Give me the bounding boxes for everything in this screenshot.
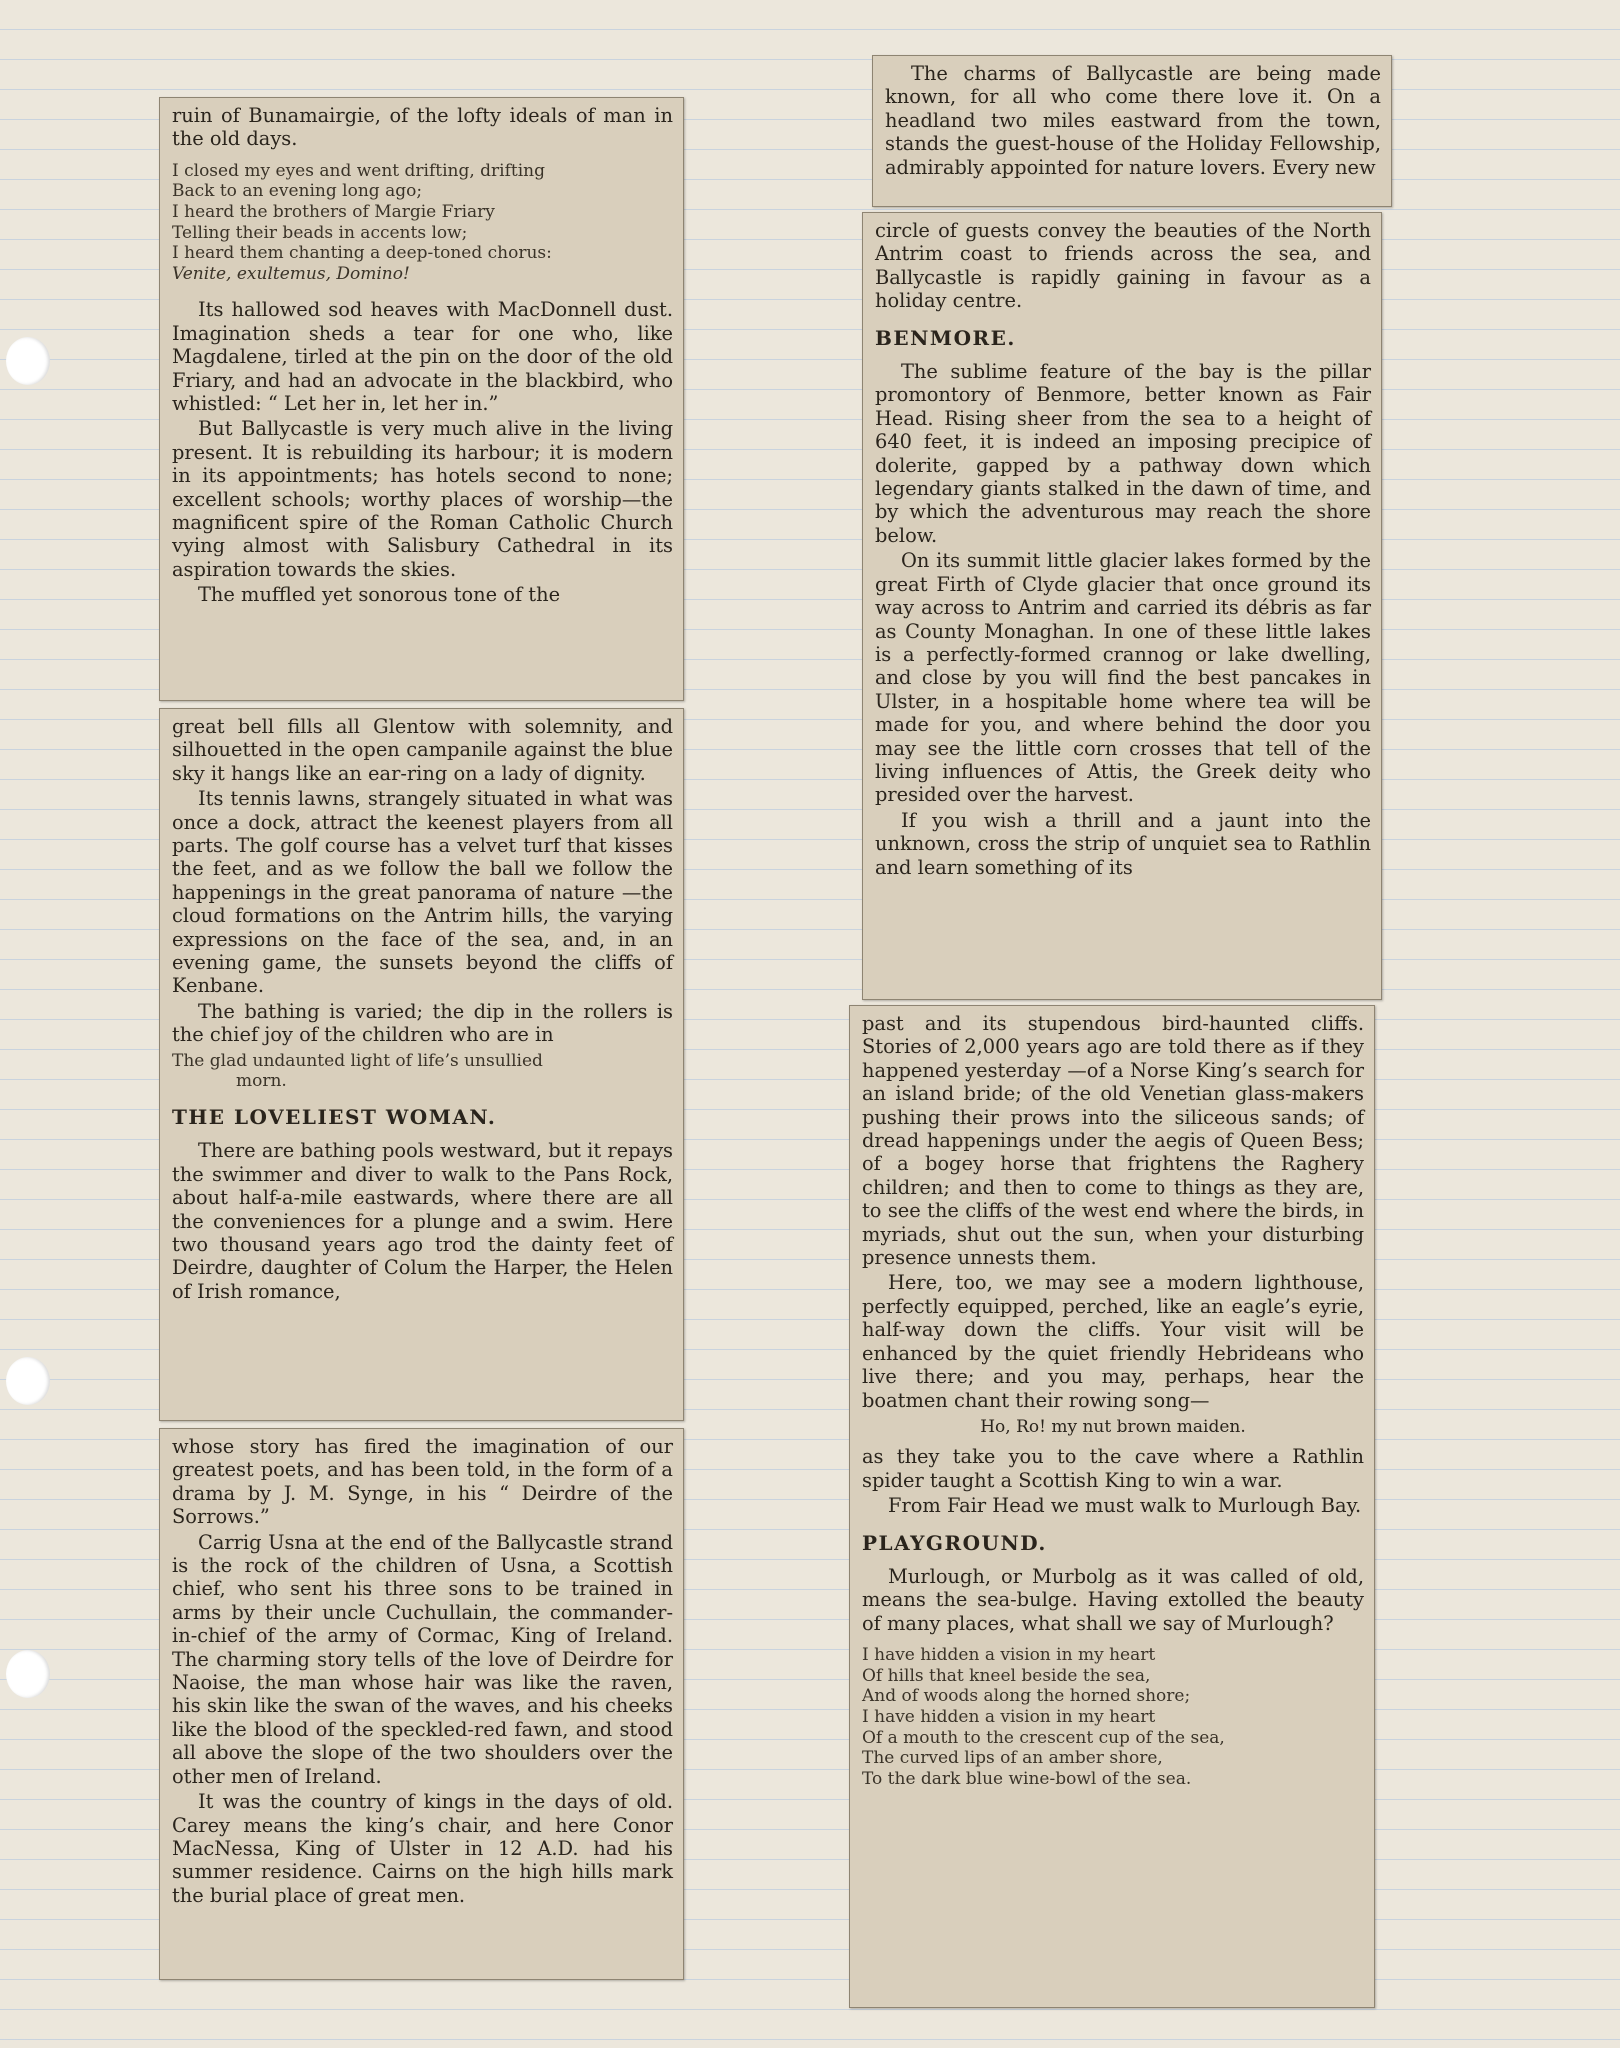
paragraph: great bell fills all Glentow with solemnity, and silhouetted in the open campanile against the blue sky it hangs like an ear-ring on a lady of dignity. bbox=[172, 715, 673, 785]
paragraph: From Fair Head we must walk to Murlough Bay. bbox=[888, 1494, 1362, 1518]
verse-line: I closed my eyes and went drifting, drifting bbox=[172, 160, 546, 181]
paragraph: Its hallowed sod heaves with MacDonnell dust. Imagination sheds a tear for one who, like Magdalene, tirled at the pin on the door of the old Friary, and had an advocate in the blackbird, who whistled: “ Let her in, let her in.” bbox=[172, 298, 673, 415]
clipping-left-middle bbox=[159, 708, 684, 1421]
poem-vision bbox=[862, 1645, 1364, 1789]
poem-line bbox=[172, 1051, 673, 1092]
paragraph: If you wish a thrill and a jaunt into the unknown, cross the strip of unquiet sea to Rathlin and learn something of its bbox=[875, 808, 1371, 879]
verse-line: And of woods along the horned shore; bbox=[862, 1686, 1191, 1707]
paragraph: as they take you to the cave where a Rathlin spider taught a Scottish King to win a war. bbox=[862, 1445, 1364, 1492]
verse-line: I heard the brothers of Margie Friary bbox=[172, 202, 495, 222]
paragraph: It was the country of kings in the days of old. Carey means the king’s chair, and here Conor MacNessa, King of Ulster in 12 A.D. had his summer residence. Cairns on the high hills mark the burial place of great men. bbox=[172, 1790, 673, 1907]
clipping-left-top bbox=[159, 97, 684, 701]
verse-line: Of a mouth to the crescent cup of the sea, bbox=[862, 1727, 1225, 1748]
verse-line: The glad undaunted light of life’s unsullied bbox=[172, 1050, 543, 1071]
paragraph: The bathing is varied; the dip in the rollers is the chief joy of the children who are in bbox=[172, 999, 673, 1047]
verse-line: To the dark blue wine-bowl of the sea. bbox=[862, 1768, 1192, 1789]
clipping-left-bottom bbox=[159, 1428, 684, 1980]
paragraph: Murlough, or Murbolg as it was called of old, means the sea-bulge. Having extolled the beauty of many places, what shall we say of Murlough? bbox=[862, 1564, 1364, 1635]
paragraph: On its summit little glacier lakes formed by the great Firth of Clyde glacier that once ground its way across to Antrim and carried its débris as far as County Monaghan. In one of these little lakes is a perfectly-formed crannog or lake dwelling, and close by you will find the best pancakes in Ulster, in a hospitable home where tea will be made for you, and where behind the door you may see the little corn crosses that tell of the living influences of Attis, the Greek deity who presided over the harvest. bbox=[875, 549, 1371, 807]
section-heading-loveliest-woman: THE LOVELIEST WOMAN. bbox=[172, 1104, 497, 1129]
paragraph: ruin of Bunamairgie, of the lofty ideals of man in the old days. bbox=[172, 104, 673, 151]
paragraph: Its tennis lawns, strangely situated in what was once a dock, attract the keenest players from all parts. The golf course has a velvet turf that kisses the feet, and as we follow the ball we follow the happenings in the great panorama of nature —the cloud formations on the Antrim hills, the varying expressions on the face of the sea, and, in an evening game, the sunsets beyond the cliffs of Kenbane. bbox=[172, 787, 673, 998]
clipping-right-top bbox=[872, 55, 1392, 207]
verse-line: Of hills that kneel beside the sea, bbox=[862, 1665, 1151, 1686]
verse-line: The curved lips of an amber shore, bbox=[862, 1748, 1163, 1769]
paragraph: past and its stupendous bird-haunted cliffs. Stories of 2,000 years ago are told there as if they happened yesterday —of a Norse King’s search for an island bride; of the old Venetian glass-makers pushing their prows into the siliceous sands; of dread happenings under the aegis of Queen Bess; of a bogey horse that frightens the Raghery children; and then to come to things as they are, to see the cliffs of the west end where the birds, in myriads, shut out the sun, when your disturbing presence unnests them. bbox=[862, 1012, 1364, 1270]
section-heading-playground: PLAYGROUND. bbox=[862, 1530, 1047, 1555]
paragraph: Here, too, we may see a modern lighthouse, perfectly equipped, perched, like an eagle’s eyrie, half-way down the cliffs. Your visit will be enhanced by the quiet friendly Hebrideans who live there; and you may, perhaps, hear the boatmen chant their rowing song— bbox=[862, 1271, 1364, 1412]
paragraph: The sublime feature of the bay is the pillar promontory of Benmore, better known as Fair Head. Rising sheer from the sea to a height of 640 feet, it is indeed an imposing precipice of dolerite, gapped by a pathway down which legendary giants stalked in the dawn of time, and by which the adventurous may reach the shore below. bbox=[875, 360, 1371, 547]
paragraph: But Ballycastle is very much alive in the living present. It is rebuilding its harbour; it is modern in its appointments; has hotels second to none; excellent schools; worthy places of worship—the magnificent spire of the Roman Catholic Church vying almost with Salisbury Cathedral in its aspiration towards the skies. bbox=[172, 417, 673, 581]
verse-line: I have hidden a vision in my heart bbox=[862, 1645, 1156, 1666]
paragraph: The charms of Ballycastle are being made known, for all who come there love it. On a headland two miles eastward from the town, stands the guest-house of the Holiday Fellowship, admirably appointed for nature lovers. Every new bbox=[885, 62, 1381, 179]
verse-line: I heard them chanting a deep-toned chorus: bbox=[172, 243, 552, 264]
punch-hole-top bbox=[6, 337, 50, 385]
verse-line: Venite, exultemus, Domino! bbox=[172, 263, 410, 284]
verse-line: Back to an evening long ago; bbox=[172, 181, 423, 202]
paragraph: There are bathing pools westward, but it repays the swimmer and diver to walk to the Pans Rock, about half-a-mile eastwards, where there are all the conveniences for a plunge and a swim. Here two thousand years ago trod the dainty feet of Deirdre, daughter of Colum the Harper, the Helen of Irish romance, bbox=[172, 1139, 673, 1303]
verse-line: Telling their beads in accents low; bbox=[172, 222, 468, 243]
rowing-song-line: Ho, Ro! my nut brown maiden. bbox=[980, 1416, 1246, 1437]
verse-line: morn. bbox=[236, 1071, 287, 1092]
clipping-right-middle bbox=[862, 212, 1382, 1000]
poem-friary bbox=[172, 161, 673, 285]
paragraph: Carrig Usna at the end of the Ballycastle strand is the rock of the children of Usna, a Scottish chief, who sent his three sons to be trained in arms by their uncle Cuchullain, the commander-in-chief of the army of Cormac, King of Ireland. The charming story tells of the love of Deirdre for Naoise, the man whose hair was like the raven, his skin like the swan of the waves, and his cheeks like the blood of the speckled-red fawn, and stood all above the slope of the two shoulders over the other men of Ireland. bbox=[172, 1530, 673, 1788]
paragraph: whose story has fired the imagination of our greatest poets, and has been told, in the form of a drama by J. M. Synge, in his “ Deirdre of the Sorrows.” bbox=[172, 1435, 673, 1529]
section-heading-benmore: BENMORE. bbox=[875, 325, 1016, 350]
paragraph: The muffled yet sonorous tone of the bbox=[198, 583, 561, 607]
punch-hole-middle bbox=[6, 1357, 50, 1405]
punch-hole-bottom bbox=[6, 1650, 50, 1698]
clipping-right-bottom bbox=[849, 1005, 1375, 2008]
paragraph: circle of guests convey the beauties of the North Antrim coast to friends across the sea, and Ballycastle is rapidly gaining in favour as a holiday centre. bbox=[875, 219, 1371, 313]
verse-line: I have hidden a vision in my heart bbox=[862, 1706, 1156, 1727]
